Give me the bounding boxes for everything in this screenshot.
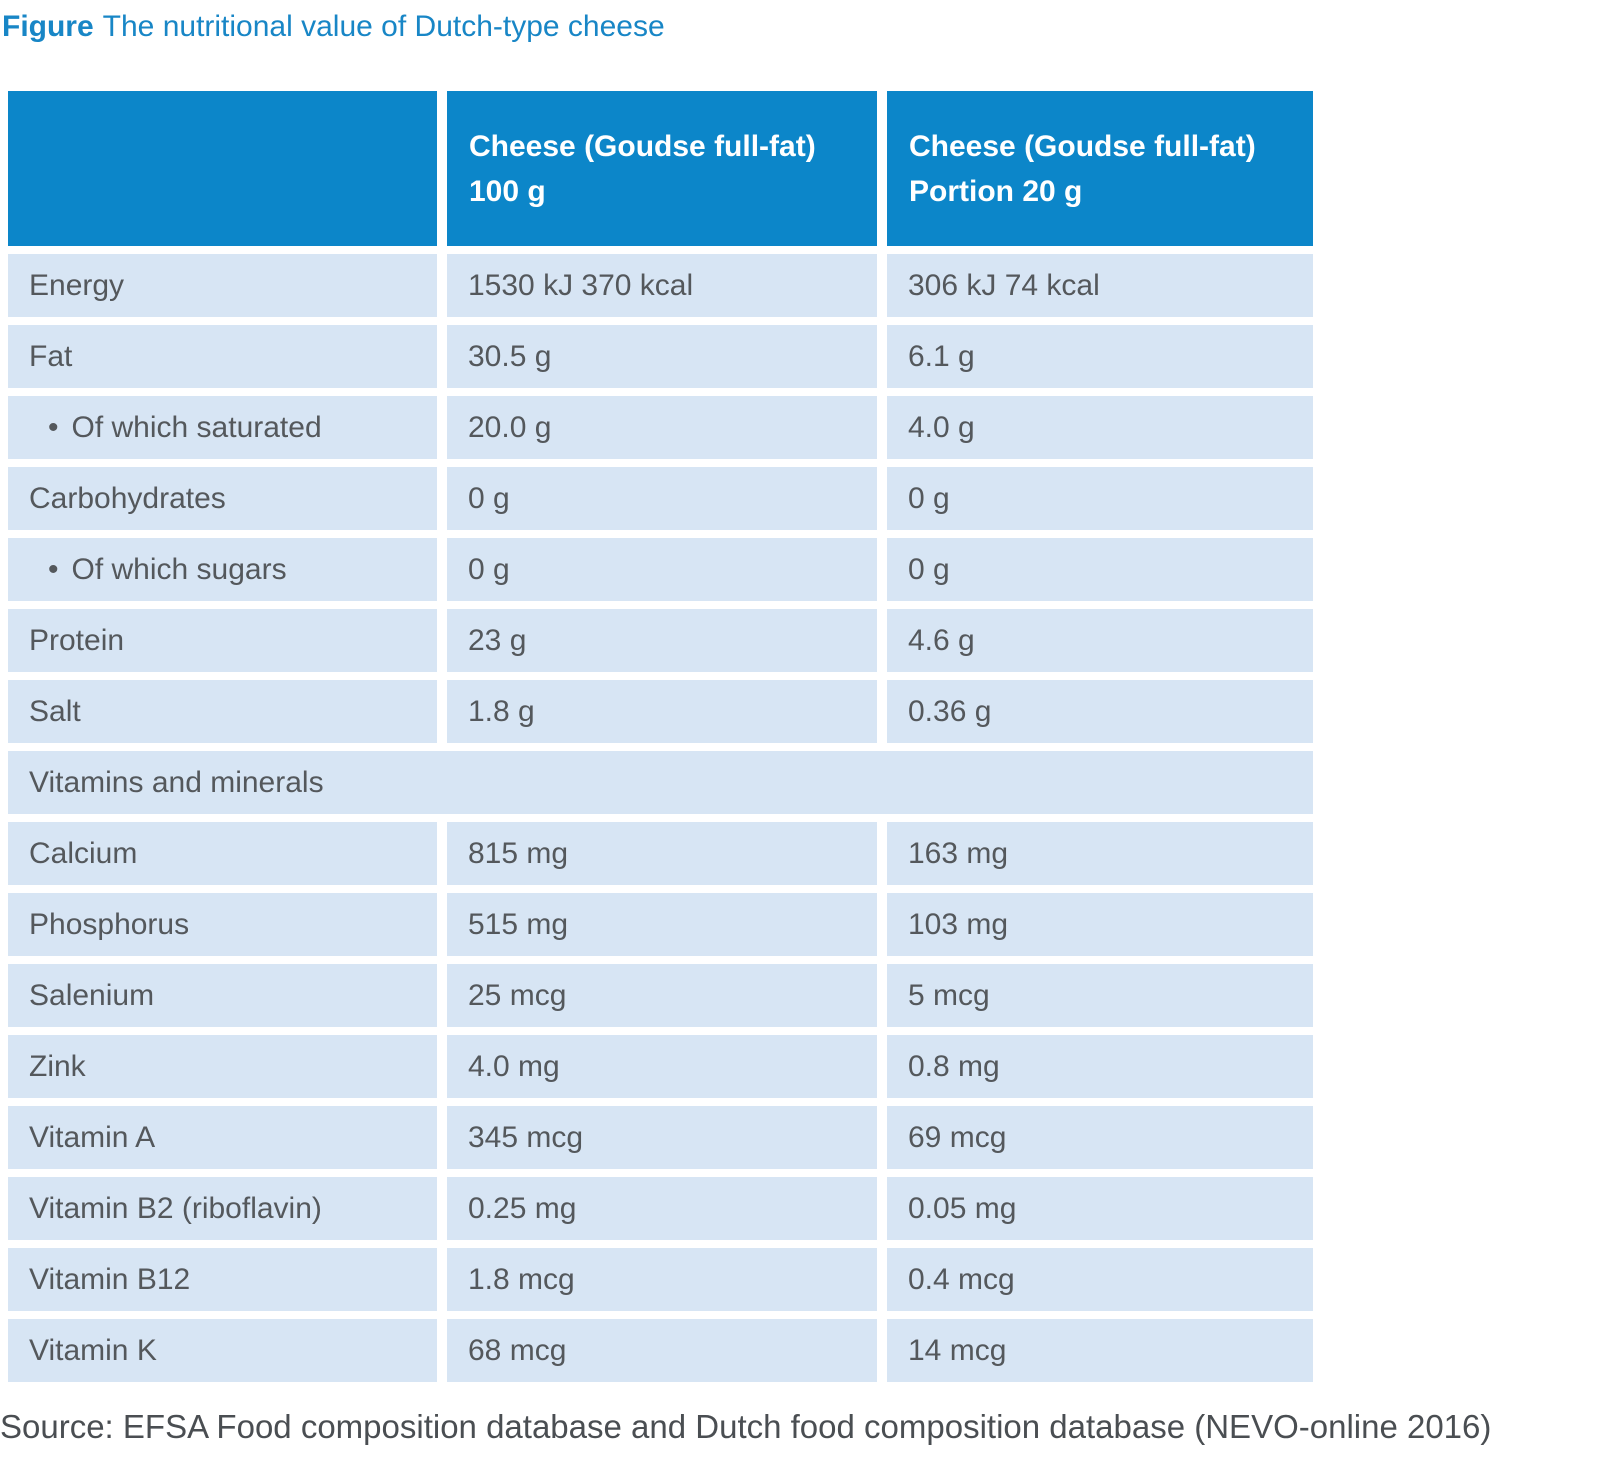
- value-100g-cell: 1530 kJ 370 kcal: [447, 254, 877, 317]
- value-100g-cell: 515 mg: [447, 893, 877, 956]
- value-100g-cell: 23 g: [447, 609, 877, 672]
- row-label-cell: [8, 1177, 437, 1240]
- row-label-cell: [8, 822, 437, 885]
- row-label: Carbohydrates: [29, 481, 226, 515]
- value-100g-cell: 1.8 mcg: [447, 1248, 877, 1311]
- figure-label: Figure: [2, 10, 94, 43]
- bullet-icon: •: [48, 410, 59, 444]
- value-100g-cell: 0 g: [447, 467, 877, 530]
- value-20g-cell: 0 g: [887, 467, 1313, 530]
- table-row: [8, 680, 1313, 743]
- value-100g-cell: 0.25 mg: [447, 1177, 877, 1240]
- row-label: Zink: [29, 1049, 86, 1083]
- table-row: [8, 396, 1313, 459]
- source-note: Source: EFSA Food composition database and Dutch food composition database (NEVO-online 2016): [0, 1408, 1492, 1445]
- row-label-cell: [8, 396, 437, 459]
- row-label: Salenium: [29, 978, 155, 1012]
- row-label: Vitamin K: [29, 1333, 157, 1367]
- section-row: [8, 751, 1313, 814]
- figure-caption: [2, 10, 1600, 44]
- value-20g-cell: 6.1 g: [887, 325, 1313, 388]
- bullet-icon: •: [48, 552, 59, 586]
- figure-title-text: The nutritional value of Dutch-type cheese: [102, 10, 665, 43]
- table-row: [8, 467, 1313, 530]
- row-label: Of which sugars: [71, 552, 287, 586]
- row-label-cell: [8, 467, 437, 530]
- row-label-cell: [8, 1248, 437, 1311]
- value-100g-cell: 68 mcg: [447, 1319, 877, 1382]
- table-row: [8, 1319, 1313, 1382]
- value-20g-cell: 5 mcg: [887, 964, 1313, 1027]
- value-20g-cell: 103 mg: [887, 893, 1313, 956]
- row-label: Vitamin B12: [29, 1262, 191, 1296]
- value-100g-cell: 345 mcg: [447, 1106, 877, 1169]
- value-100g-cell: 0 g: [447, 538, 877, 601]
- row-label-cell: [8, 893, 437, 956]
- row-label: Energy: [29, 268, 125, 302]
- value-20g-cell: 4.0 g: [887, 396, 1313, 459]
- row-label-cell: [8, 964, 437, 1027]
- table-row: [8, 609, 1313, 672]
- value-20g-cell: 0.8 mg: [887, 1035, 1313, 1098]
- row-label: Salt: [29, 694, 81, 728]
- row-label: Of which saturated: [71, 410, 322, 444]
- table-row: [8, 1035, 1313, 1098]
- table-row: [8, 1177, 1313, 1240]
- value-20g-cell: 163 mg: [887, 822, 1313, 885]
- value-20g-cell: 0 g: [887, 538, 1313, 601]
- table-row: [8, 964, 1313, 1027]
- value-20g-cell: 0.4 mcg: [887, 1248, 1313, 1311]
- row-label-cell: [8, 1035, 437, 1098]
- row-label-cell: [8, 325, 437, 388]
- row-label-cell: [8, 254, 437, 317]
- value-20g-cell: 14 mcg: [887, 1319, 1313, 1382]
- row-label-cell: [8, 609, 437, 672]
- value-20g-cell: 4.6 g: [887, 609, 1313, 672]
- table-row: [8, 893, 1313, 956]
- nutrition-table: [8, 91, 1313, 1382]
- table-row: [8, 822, 1313, 885]
- table-row: [8, 1248, 1313, 1311]
- value-100g-cell: 4.0 mg: [447, 1035, 877, 1098]
- table-row: [8, 325, 1313, 388]
- row-label-cell: [8, 538, 437, 601]
- row-label-cell: [8, 680, 437, 743]
- row-label: Fat: [29, 339, 73, 373]
- header-cell-empty: [8, 91, 437, 246]
- row-label: Vitamin B2 (riboflavin): [29, 1191, 322, 1225]
- value-20g-cell: 0.36 g: [887, 680, 1313, 743]
- table-header-row: [8, 91, 1313, 246]
- header-cell-cheese-portion-20g: Cheese (Goudse full-fat) Portion 20 g: [887, 91, 1313, 246]
- value-100g-cell: 815 mg: [447, 822, 877, 885]
- value-100g-cell: 25 mcg: [447, 964, 877, 1027]
- table-row: [8, 254, 1313, 317]
- value-20g-cell: 306 kJ 74 kcal: [887, 254, 1313, 317]
- row-label: Calcium: [29, 836, 138, 870]
- row-label-cell: [8, 1319, 437, 1382]
- row-label: Vitamins and minerals: [29, 765, 324, 799]
- row-label: Phosphorus: [29, 907, 190, 941]
- value-20g-cell: 69 mcg: [887, 1106, 1313, 1169]
- row-label-cell: [8, 1106, 437, 1169]
- value-100g-cell: 1.8 g: [447, 680, 877, 743]
- table-row: [8, 538, 1313, 601]
- value-20g-cell: 0.05 mg: [887, 1177, 1313, 1240]
- section-label-cell: [8, 751, 1313, 814]
- value-100g-cell: 20.0 g: [447, 396, 877, 459]
- row-label: Vitamin A: [29, 1120, 156, 1154]
- row-label: Protein: [29, 623, 125, 657]
- table-row: [8, 1106, 1313, 1169]
- value-100g-cell: 30.5 g: [447, 325, 877, 388]
- table-body: [8, 254, 1313, 1382]
- header-cell-cheese-100g: Cheese (Goudse full-fat) 100 g: [447, 91, 877, 246]
